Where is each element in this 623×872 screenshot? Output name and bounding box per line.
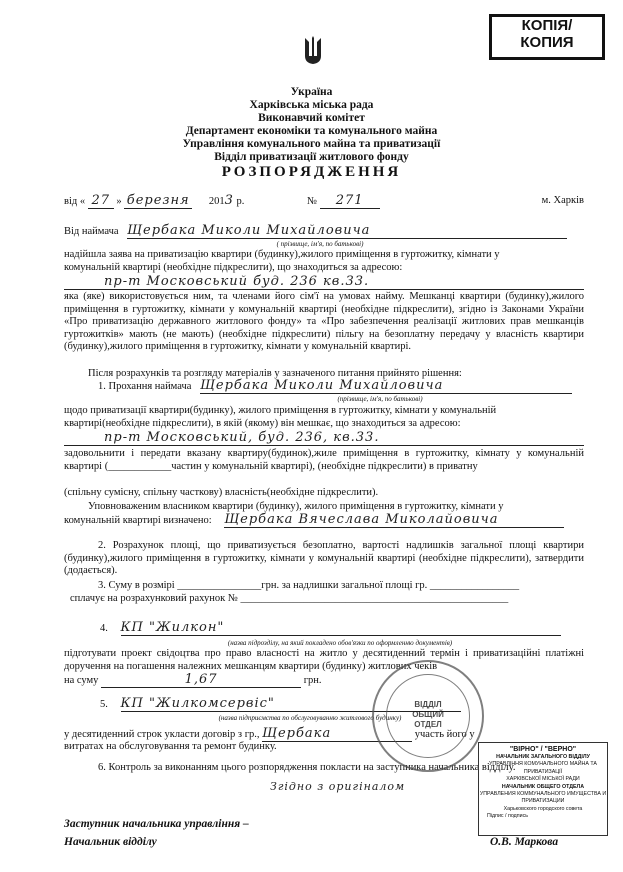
item5-caption: (назва підприємства по обслуговуванню житлового будинку) [218,714,402,722]
item4-sum-line [64,674,364,688]
cert-stamp-l6: Харьковского городского совета [503,805,583,812]
document-title: РОЗПОРЯДЖЕННЯ [221,164,402,180]
signature-title2: Начальник відділу [64,836,157,848]
header-department: Департамент економіки та комунального майна [185,125,438,137]
item1-owner-label: комунальній квартирі визначено: [64,515,212,526]
item6-text: 6. Контроль за виконанням цього розпорядження покласти на заступника начальника відділу. [98,762,516,773]
cert-stamp-l5: УПРАВЛЕНИЯ КОММУНАЛЬНОГО ИМУЩЕСТВА И ПРИВАТИЗАЦИИ [479,791,607,805]
item5-text2: витратах на обслуговування та ремонт будинку. [64,741,277,752]
date-quote-close: » [116,196,122,207]
date-line [64,195,584,211]
item1-owner-line1: Уповноваженим власником квартири (будинку), жилого приміщення в гуртожитку, кімнати у [88,501,504,512]
date-from-label: від « [64,196,86,207]
item1-owner-name: Щербака Вячеслава Миколайовича [224,514,564,528]
item4-sum: 1,67 [101,674,301,688]
p1-line2: комунальній квартирі (необхідне підкреслити), що знаходиться за адресою: [64,262,403,273]
signature-title1: Заступник начальника управління – [64,818,249,830]
item4-currency: грн. [303,675,322,686]
cert-stamp-l4: НАЧАЛЬНИК ОБЩЕГО ОТДЕЛА [501,783,585,790]
copy-stamp-line1: КОПІЯ/ [521,17,573,34]
tenant-caption: ( прізвище, ім'я, по батькові) [276,240,364,248]
item5-text1-line [64,728,584,742]
item4-caption: (назва підрозділу, на який покладено обов'язки по оформленню документів) [227,639,453,647]
header [0,86,623,164]
item5-text1-name: Щербака [262,728,412,742]
coat-of-arms-icon [303,36,323,66]
date-year-digit: 3 [224,193,234,208]
p1-text: яка (яке) використовується ним, та членами його сім'ї на умовах найму. Мешканці квартири (будинку),жилого приміщення в гуртожитку, кімнати у комунальній квартирі (необхідне підкреслити), згідно із Законами України «Про приватизацію державного житлового фонду» та «Про забезпечення реалізації житлових прав мешканців гуртожитків» мають (не мають) (необхідне підкреслити) пільгу на безоплатну передачу у власність квартири (будинку),жилого приміщення в гуртожитку, кімнати у комунальній квартирі. [64,291,584,353]
p2-line: Після розрахунків та розгляду матеріалів у зазначеного питання прийнято рішення: [88,368,462,379]
item3-line2: сплачує на розрахунковий рахунок № ___________________________________________________ [70,593,509,604]
cert-stamp-l3: ХАРКІВСЬКОЇ МІСЬКОЇ РАДИ [506,776,580,783]
cert-stamp-l2: УПРАВЛІННЯ КОМУНАЛЬНОГО МАЙНА ТА ПРИВАТИЗАЦІЇ [489,761,597,775]
item4-org: КП "Жилкон" [121,622,561,636]
item4-line [100,622,580,636]
city: м. Харків [541,195,584,206]
item1-owner-line [64,514,584,528]
item1-line2: квартирі(необхідне підкреслити), в якій (якому) він мешкає, що знаходиться за адресою: [64,418,461,429]
item5-number: 5. [100,699,108,710]
item1-name: Щербака Миколи Михайловича [200,380,572,394]
item4-number: 4. [100,623,108,634]
item4-sum-label: на суму [64,675,99,686]
signature-name: О.В. Маркова [490,836,559,848]
item6-note: Згідно з оригіналом [270,780,406,793]
header-country: Україна [290,86,333,98]
item1-line [98,380,588,394]
round-stamp-text: ВІДДІЛ ОБЩИЙ ОТДЕЛ [412,700,444,729]
header-committee: Виконавчий комітет [258,112,365,124]
item1-line1: щодо приватизації квартири(будинку), жилого приміщення в гуртожитку, кімнати у комунальній [64,405,497,416]
item1-label: 1. Прохання наймача [98,381,192,392]
round-stamp [372,660,484,772]
item1-caption: (прізвище, ім'я, по батькові) [337,395,423,403]
header-council: Харківська міська рада [249,99,374,111]
date-year-prefix: 201 [208,196,225,207]
tenant-name: Щербака Миколи Михайловича [127,225,567,239]
item4-text1: підготувати проект свідоцтва про право власності на житло у десятиденний термін і приватизаційні платіжні доручення на погашення належних мешканцям квартири (будинку) житлових чеків [64,648,584,672]
item2-text: 2. Розрахунок площі, що приватизується безоплатно, вартості надлишків загальної площі квартири (будинку),жилого приміщення в гуртожитку, кімнати у комунальній квартирі (необхідне підкреслити), затвердити (додається). [64,540,584,577]
date-month: березня [124,195,192,209]
tenant-line [64,225,584,239]
p1-line1: надійшла заява на приватизацію квартири (будинку),жилого приміщення в гуртожитку, кімнати у [64,249,500,260]
item5-text1-end: участь його у [414,729,475,740]
date-day: 27 [88,195,114,209]
item3-line1: 3. Суму в розмірі ________________грн. за надлишки загальної площі гр. _________________ [98,580,520,591]
p1-address: пр-т Московський буд. 236 кв.33. [64,274,584,290]
item5-org: КП "Жилкомсервіс" [121,698,461,712]
cert-stamp-l7: Підпис / подпись [487,813,528,820]
date-year-suffix: р. [236,196,245,207]
item1-address: пр-т Московський, буд. 236, кв.33. [64,430,584,446]
document-number: 271 [320,195,380,209]
copy-stamp [489,14,605,60]
number-label: № [307,196,318,207]
header-directorate: Управління комунального майна та приватизації [182,138,441,150]
certification-stamp [478,742,608,836]
item1-text2: (спільну сумісну, спільну часткову) власність(необхідне підкреслити). [64,487,379,498]
cert-stamp-l1: НАЧАЛЬНИК ЗАГАЛЬНОГО ВІДДІЛУ [496,754,590,760]
cert-stamp-top: "ВІРНО" / "ВЕРНО" [509,746,577,753]
copy-stamp-line2: КОПИЯ [520,34,574,51]
item5-text1-start: у десятиденний строк укласти договір з гр., [64,729,260,740]
tenant-label: Від наймача [64,226,119,237]
header-division: Відділ приватизації житлового фонду [214,151,409,163]
item1-text1: задовольнити і передати вказану квартиру(будинок),жиле приміщення в гуртожитку, кімнату у комунальній квартирі (____________частин у комунальній квартирі), (необхідне підкреслити) в приватну [64,448,584,472]
